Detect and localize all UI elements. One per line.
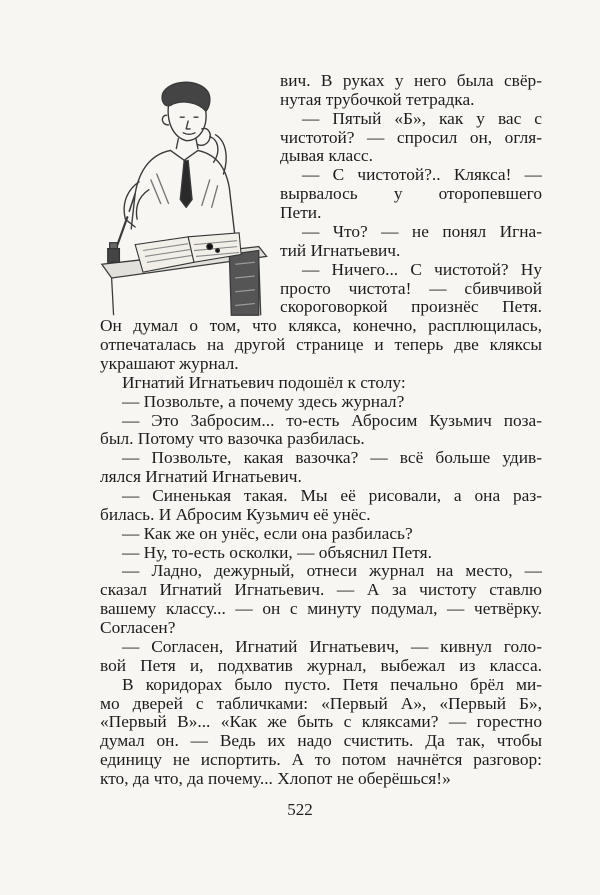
text-line-9: — Что? — не понял Игна- [302,221,542,241]
text-line-31: — Согласен, Игнатий Игнатьевич, — кивнул голо- [122,636,542,656]
text-line-37: единицу не испортить. А то потом начнётся разговор: [100,750,542,770]
text-line-27: — Ладно, дежурный, отнеси журнал на место, — [122,561,542,581]
text-line-25: — Как же он унёс, если она разбилась? [122,523,413,543]
text-line-4: чистотой? — спросил он, огля- [280,127,542,147]
text-line-23: — Синенькая такая. Мы её рисовали, а она раз- [122,486,542,506]
text-line-28: сказал Игнатий Игнатьевич. — А за чистоту ставлю [100,580,542,600]
text-line-5: дывая класс. [280,146,373,166]
text-line-10: тий Игнатьевич. [280,240,401,260]
text-line-36: думал он. — Ведь их надо счистить. Да так, чтобы [100,731,542,751]
text-line-34: мо дверей с табличками: «Первый А», «Первый Б», [100,693,542,713]
text-line-14: Он думал о том, что клякса, конечно, расплющилась, [100,316,542,336]
page-number: 522 [287,800,313,819]
text-line-22: лялся Игнатий Игнатьевич. [100,467,302,487]
text-line-29: вашему классу... — он с минуту подумал, — четвёрку. [100,599,542,619]
text-line-18: — Позвольте, а почему здесь журнал? [122,391,405,411]
text-line-8: Пети. [280,203,322,223]
text-line-7: вырвалось у оторопевшего [280,184,542,204]
text-line-35: «Первый В»... «Как же быть с кляксами? — горестно [100,712,542,732]
text-line-12: просто чистота! — сбивчивой [280,278,542,298]
text-line-1: вич. В руках у него была свёр- [280,71,542,90]
text-line-20: был. Потому что вазочка разбилась. [100,429,365,449]
text-line-13: скороговоркой произнёс Петя. [280,297,542,317]
text-line-32: вой Петя и, подхватив журнал, выбежал из класса. [100,655,542,675]
text-line-3: — Пятый «Б», как у вас с [302,108,542,128]
text-line-19: — Это Забросим... то-есть Абросим Кузьмич поза- [122,410,542,430]
text-line-21: — Позвольте, какая вазочка? — всё больше удив- [122,448,542,468]
text-line-33: В коридорах было пусто. Петя печально брёл ми- [122,674,542,694]
text-line-24: билась. И Абросим Кузьмич её унёс. [100,504,371,524]
text-line-2: нутая трубочкой тетрадка. [280,89,475,109]
text-line-16: украшают журнал. [100,353,239,373]
boy-with-journal-illustration [92,72,269,317]
text-line-15: отпечаталась на другой странице и теперь две кляксы [100,335,542,355]
text-line-38: кто, да что, да почему... Хлопот не оберёшься!» [100,769,451,788]
text-line-6: — С чистотой?.. Клякса! — [302,165,542,185]
text-line-26: — Ну, то-есть осколки, — объяснил Петя. [122,542,432,562]
text-line-17: Игнатий Игнатьевич подошёл к столу: [122,372,406,392]
text-line-30: Согласен? [100,618,176,638]
text-line-11: — Ничего... С чистотой? Ну [302,259,542,279]
